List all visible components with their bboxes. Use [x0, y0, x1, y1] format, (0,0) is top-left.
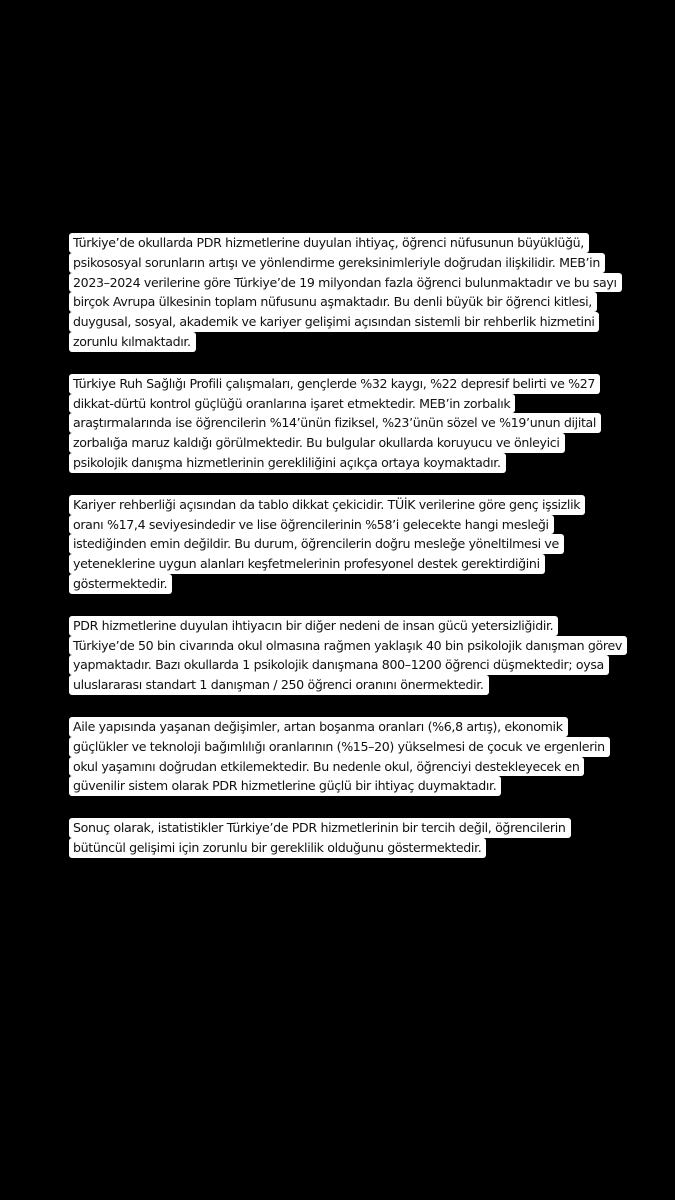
text-line: Türkiye’de okullarda PDR hizmetlerine duyulan ihtiyaç, öğrenci nüfusunun büyüklüğü,	[69, 233, 589, 253]
text-line: güçlükler ve teknoloji bağımlılığı oranlarının (%15–20) yükselmesi de çocuk ve ergenlerin	[69, 737, 610, 757]
text-line: duygusal, sosyal, akademik ve kariyer gelişimi açısından sistemli bir rehberlik hizmetini	[69, 312, 599, 332]
text-line: Türkiye’de 50 bin civarında okul olmasına rağmen yaklaşık 40 bin psikolojik danışman görev	[69, 636, 627, 656]
text-line: göstermektedir.	[69, 574, 172, 594]
text-line: güvenilir sistem olarak PDR hizmetlerine güçlü bir ihtiyaç duymaktadır.	[69, 776, 501, 796]
paragraph-workforce	[69, 616, 629, 695]
paragraph-conclusion	[69, 818, 629, 858]
text-line: araştırmalarında ise öğrencilerin %14’ünün fiziksel, %23’ünün sözel ve %19’unun dijital	[69, 413, 601, 433]
paragraph-family	[69, 717, 629, 796]
text-line: dikkat-dürtü kontrol güçlüğü oranlarına işaret etmektedir. MEB’in zorbalık	[69, 394, 515, 414]
text-line: bütüncül gelişimi için zorunlu bir gereklilik olduğunu göstermektedir.	[69, 838, 486, 858]
paragraph-career	[69, 495, 629, 594]
text-line: 2023–2024 verilerine göre Türkiye’de 19 milyondan fazla öğrenci bulunmaktadır ve bu sayı	[69, 273, 622, 293]
text-line: birçok Avrupa ülkesinin toplam nüfusunu aşmaktadır. Bu denli büyük bir öğrenci kitlesi,	[69, 292, 597, 312]
paragraph-intro	[69, 233, 629, 352]
text-line: zorunlu kılmaktadır.	[69, 332, 196, 352]
text-line: psikolojik danışma hizmetlerinin gerekliliğini açıkça ortaya koymaktadır.	[69, 453, 506, 473]
text-line: Sonuç olarak, istatistikler Türkiye’de PDR hizmetlerinin bir tercih değil, öğrencilerin	[69, 818, 571, 838]
text-line: yapmaktadır. Bazı okullarda 1 psikolojik danışmana 800–1200 öğrenci düşmektedir; oysa	[69, 655, 609, 675]
text-line: PDR hizmetlerine duyulan ihtiyacın bir diğer nedeni de insan gücü yetersizliğidir.	[69, 616, 558, 636]
text-line: zorbalığa maruz kaldığı görülmektedir. Bu bulgular okullarda koruyucu ve önleyici	[69, 433, 565, 453]
text-line: oranı %17,4 seviyesindedir ve lise öğrencilerinin %58’i gelecekte hangi mesleği	[69, 515, 554, 535]
paragraph-mental-health	[69, 374, 629, 473]
text-line: Aile yapısında yaşanan değişimler, artan boşanma oranları (%6,8 artış), ekonomik	[69, 717, 568, 737]
text-block	[69, 233, 629, 880]
text-line: Kariyer rehberliği açısından da tablo dikkat çekicidir. TÜİK verilerine göre genç işsizlik	[69, 495, 585, 515]
text-line: okul yaşamını doğrudan etkilemektedir. Bu nedenle okul, öğrenciyi destekleyecek en	[69, 757, 584, 777]
text-line: psikososyal sorunların artışı ve yönlendirme gereksinimleriyle doğrudan ilişkilidir. MEB’in	[69, 253, 605, 273]
text-line: uluslararası standart 1 danışman / 250 öğrenci oranını önermektedir.	[69, 675, 489, 695]
text-line: yeteneklerine uygun alanları keşfetmelerinin profesyonel destek gerektirdiğini	[69, 554, 545, 574]
text-line: istediğinden emin değildir. Bu durum, öğrencilerin doğru mesleğe yöneltilmesi ve	[69, 534, 564, 554]
text-line: Türkiye Ruh Sağlığı Profili çalışmaları, gençlerde %32 kaygı, %22 depresif belirti ve %27	[69, 374, 600, 394]
